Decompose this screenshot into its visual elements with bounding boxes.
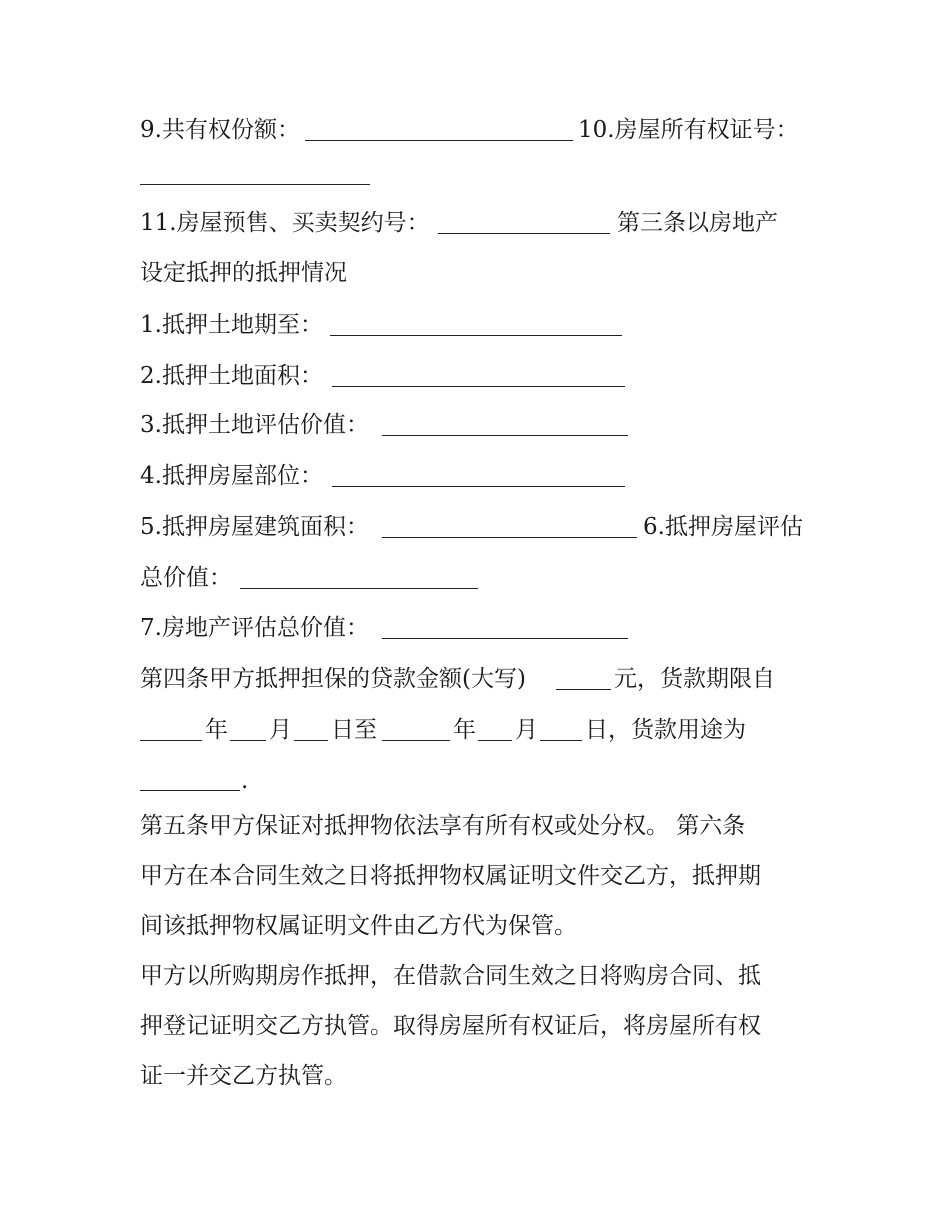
paragraph-text-2: 押登记证明交乙方执管。取得房屋所有权证后，将房屋所有权 [140, 1013, 761, 1039]
article-6-text-2: 间该抵押物权属证明文件由乙方代为保管。 [140, 913, 577, 939]
item-11-label: 11.房屋预售、买卖契约号： [140, 210, 430, 236]
paragraph-text-3: 证一并交乙方执管。 [140, 1063, 347, 1089]
mortgage-item-3-blank [382, 435, 628, 436]
mortgage-item-6-label-end: 总价值： [140, 565, 232, 591]
mortgage-item-1-blank [330, 335, 622, 336]
item-9-blank [305, 140, 573, 141]
mortgage-item-7-label: 7.房地产评估总价值： [140, 615, 369, 641]
start-month-label: 月 [269, 717, 292, 743]
mortgage-item-6-label-start: 6.抵押房屋评估 [643, 514, 803, 540]
mortgage-item-5-label: 5.抵押房屋建筑面积： [140, 514, 369, 540]
item-9-label: 9.共有权份额： [140, 117, 300, 143]
mortgage-item-6-blank [240, 588, 478, 589]
loan-amount-blank [556, 689, 611, 690]
end-day-blank [540, 740, 582, 741]
article-6-text-1: 甲方在本合同生效之日将抵押物权属证明文件交乙方，抵押期 [140, 863, 761, 889]
start-month-blank [230, 740, 266, 741]
end-year-blank [382, 740, 450, 741]
mortgage-item-5-blank [382, 537, 637, 538]
start-day-label: 日至 [331, 717, 377, 743]
end-month-blank [478, 740, 512, 741]
loan-purpose-blank [140, 790, 240, 791]
mortgage-item-4-label: 4.抵押房屋部位： [140, 463, 323, 489]
loan-purpose-period: . [241, 768, 249, 794]
end-year-label: 年 [453, 717, 476, 743]
paragraph-text-1: 甲方以所购期房作抵押，在借款合同生效之日将购房合同、抵 [140, 963, 761, 989]
mortgage-item-4-blank [332, 486, 625, 487]
mortgage-item-3-label: 3.抵押土地评估价值： [140, 412, 369, 438]
start-year-blank [140, 740, 202, 741]
article-5-text: 第五条甲方保证对抵押物依法享有所有权或处分权。 第六条 [140, 813, 746, 839]
mortgage-item-7-blank [382, 638, 628, 639]
mortgage-item-1-label: 1.抵押土地期至： [140, 312, 323, 338]
item-10-label: 10.房屋所有权证号： [578, 117, 799, 143]
mortgage-item-2-label: 2.抵押土地面积： [140, 363, 323, 389]
start-year-label: 年 [205, 717, 228, 743]
article-3-heading-start: 第三条以房地产 [617, 210, 778, 236]
article-3-heading-end: 设定抵押的抵押情况 [140, 260, 347, 286]
start-day-blank [294, 740, 328, 741]
item-10-blank [140, 184, 370, 185]
end-month-label: 月 [515, 717, 538, 743]
mortgage-item-2-blank [332, 386, 625, 387]
loan-purpose-label: 日，货款用途为 [585, 717, 746, 743]
item-11-blank [438, 233, 610, 234]
article-4-text-1: 第四条甲方抵押担保的贷款金额(大写) [140, 666, 526, 692]
article-4-text-2: 元，货款期限自 [614, 666, 775, 692]
